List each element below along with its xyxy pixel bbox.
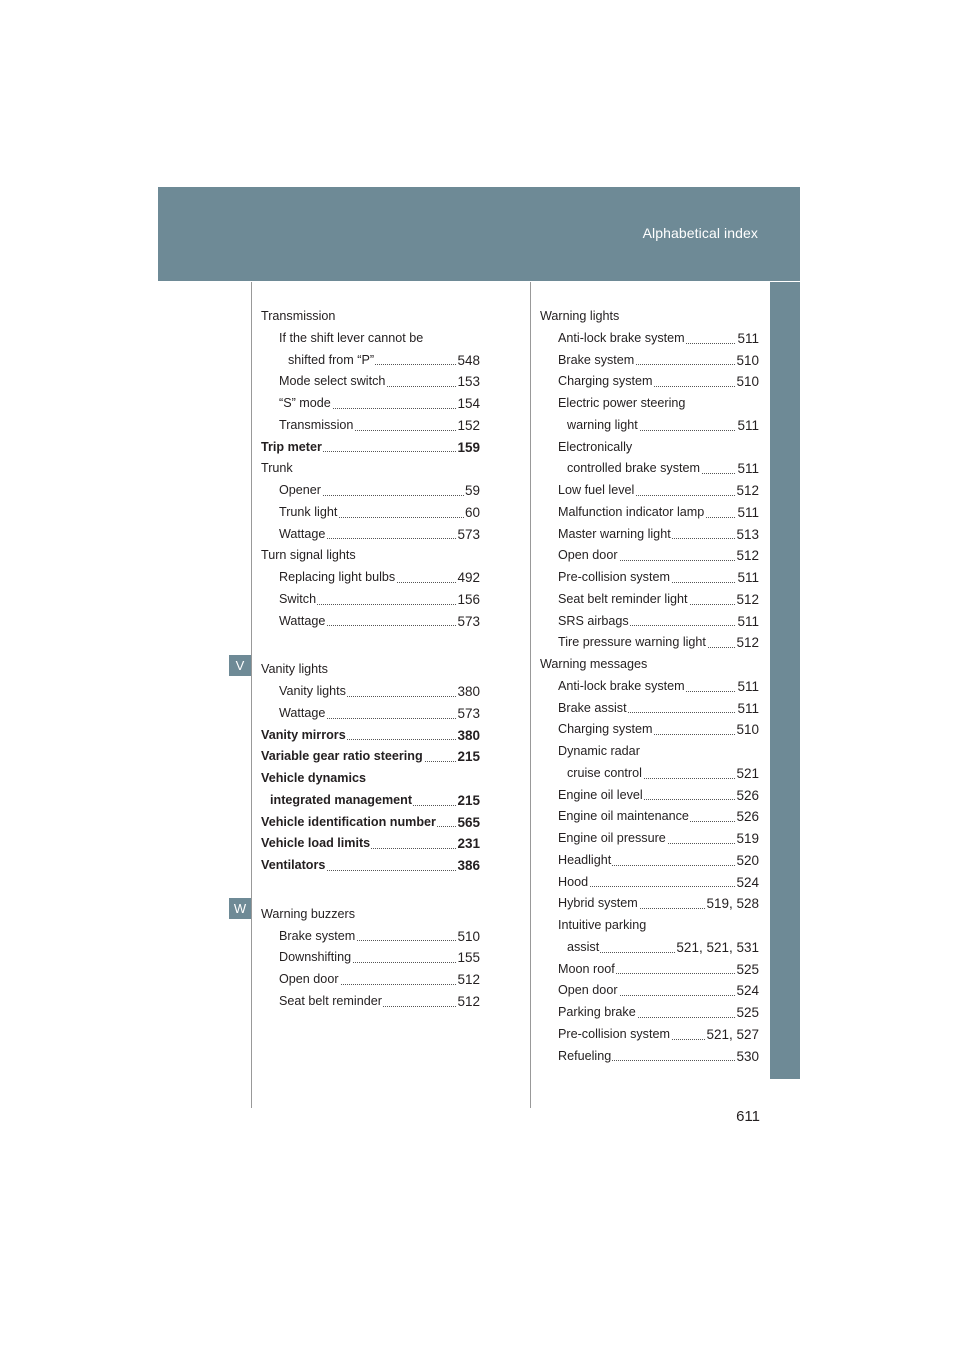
page-ref: 492 xyxy=(456,567,480,589)
page-ref: 512 xyxy=(735,545,759,567)
page-ref: 573 xyxy=(456,524,480,546)
index-entry[interactable]: Wattage 573 xyxy=(261,703,480,725)
page-ref: 156 xyxy=(456,589,480,611)
index-entry[interactable]: Brake system 510 xyxy=(261,926,480,948)
page-ref: 380 xyxy=(456,681,480,703)
index-entry[interactable]: Malfunction indicator lamp 511 xyxy=(540,502,759,524)
index-column-left xyxy=(261,306,480,1013)
page-ref: 524 xyxy=(735,980,759,1002)
page-ref: 573 xyxy=(456,703,480,725)
index-entry[interactable]: Low fuel level 512 xyxy=(540,480,759,502)
page-ref: 386 xyxy=(456,855,480,877)
page-ref: 565 xyxy=(456,812,480,834)
index-entry[interactable]: SRS airbags 511 xyxy=(540,611,759,633)
page-ref: 530 xyxy=(735,1046,759,1068)
index-entry[interactable]: assist 521, 521, 531 xyxy=(540,937,759,959)
index-entry: Electric power steering xyxy=(558,396,686,410)
index-entry[interactable]: Open door 512 xyxy=(540,545,759,567)
header-bar xyxy=(158,187,800,281)
column-divider-right xyxy=(530,282,531,1108)
page-ref: 524 xyxy=(735,872,759,894)
page-ref: 510 xyxy=(456,926,480,948)
header-title: Alphabetical index xyxy=(642,225,758,241)
index-entry: If the shift lever cannot be xyxy=(279,330,424,345)
page-ref: 512 xyxy=(456,969,480,991)
page-ref: 154 xyxy=(456,393,480,415)
index-entry[interactable]: warning light 511 xyxy=(540,415,759,437)
index-entry[interactable]: Charging system 510 xyxy=(540,371,759,393)
index-entry: Intuitive parking xyxy=(558,918,647,932)
index-entry[interactable]: Wattage 573 xyxy=(261,611,480,633)
index-entry: Dynamic radar xyxy=(558,744,640,758)
index-entry[interactable]: Opener 59 xyxy=(261,480,480,502)
page-ref: 511 xyxy=(736,502,759,524)
page-ref: 510 xyxy=(735,350,759,372)
index-entry[interactable]: Refueling 530 xyxy=(540,1046,759,1068)
index-entry[interactable]: Moon roof 525 xyxy=(540,959,759,981)
index-entry[interactable]: integrated management 215 xyxy=(261,790,480,812)
page-ref: 59 xyxy=(464,480,480,502)
page-ref: 511 xyxy=(736,698,759,720)
page-ref: 511 xyxy=(736,328,759,350)
page-ref: 521, 521, 531 xyxy=(675,937,759,959)
index-entry[interactable]: Open door 512 xyxy=(261,969,480,991)
index-entry[interactable]: Variable gear ratio steering 215 xyxy=(261,746,480,768)
index-entry[interactable]: Trunk light 60 xyxy=(261,502,480,524)
index-entry[interactable]: Pre-collision system 511 xyxy=(540,567,759,589)
index-entry[interactable]: Anti-lock brake system 511 xyxy=(540,328,759,350)
index-entry[interactable]: Tire pressure warning light 512 xyxy=(540,632,759,654)
page-ref: 155 xyxy=(456,947,480,969)
page-ref: 60 xyxy=(464,502,480,524)
index-heading: Warning lights xyxy=(540,309,620,323)
page-ref: 215 xyxy=(456,746,480,768)
page-ref: 521 xyxy=(735,763,759,785)
index-entry[interactable]: Headlight 520 xyxy=(540,850,759,872)
page-ref: 512 xyxy=(735,589,759,611)
index-entry[interactable]: Engine oil maintenance 526 xyxy=(540,806,759,828)
page-ref: 153 xyxy=(456,371,480,393)
page-ref: 512 xyxy=(735,632,759,654)
index-entry[interactable]: Master warning light 513 xyxy=(540,524,759,546)
page-ref: 380 xyxy=(456,725,480,747)
index-entry[interactable]: Wattage 573 xyxy=(261,524,480,546)
index-entry[interactable]: Transmission 152 xyxy=(261,415,480,437)
page-ref: 512 xyxy=(456,991,480,1013)
index-heading: Vanity lights xyxy=(261,662,328,677)
index-entry[interactable]: Trip meter 159 xyxy=(261,437,480,459)
index-entry[interactable]: Hood 524 xyxy=(540,872,759,894)
index-entry[interactable]: Vanity lights 380 xyxy=(261,681,480,703)
page-ref: 525 xyxy=(735,959,759,981)
index-entry[interactable]: shifted from “P” 548 xyxy=(261,350,480,372)
index-entry[interactable]: Seat belt reminder 512 xyxy=(261,991,480,1013)
index-heading: Vehicle dynamics xyxy=(261,771,367,785)
index-entry: Electronically xyxy=(558,439,633,454)
index-entry[interactable]: Anti-lock brake system 511 xyxy=(540,676,759,698)
page-ref: 526 xyxy=(735,785,759,807)
index-column-right xyxy=(540,306,759,1067)
page-ref: 511 xyxy=(736,676,759,698)
index-heading: Trunk xyxy=(261,461,293,476)
index-entry[interactable]: Brake system 510 xyxy=(540,350,759,372)
page-ref: 159 xyxy=(456,437,480,459)
index-entry[interactable]: Vehicle load limits 231 xyxy=(261,833,480,855)
index-entry[interactable]: Open door 524 xyxy=(540,980,759,1002)
index-entry[interactable]: Parking brake 525 xyxy=(540,1002,759,1024)
page-ref: 510 xyxy=(735,719,759,741)
page-ref: 526 xyxy=(735,806,759,828)
index-heading: Turn signal lights xyxy=(261,548,356,563)
index-entry[interactable]: Ventilators 386 xyxy=(261,855,480,877)
index-entry[interactable]: Pre-collision system 521, 527 xyxy=(540,1024,759,1046)
index-heading: Warning messages xyxy=(540,657,648,671)
index-entry[interactable]: Charging system 510 xyxy=(540,719,759,741)
page-ref: 511 xyxy=(736,458,759,480)
column-divider-left xyxy=(251,282,252,1108)
index-entry[interactable]: controlled brake system 511 xyxy=(540,458,759,480)
index-entry[interactable]: Seat belt reminder light 512 xyxy=(540,589,759,611)
index-entry[interactable]: Replacing light bulbs 492 xyxy=(261,567,480,589)
index-entry[interactable]: cruise control 521 xyxy=(540,763,759,785)
page-ref: 511 xyxy=(736,567,759,589)
index-entry[interactable]: Hybrid system 519, 528 xyxy=(540,893,759,915)
page-ref: 573 xyxy=(456,611,480,633)
page-ref: 512 xyxy=(735,480,759,502)
index-entry[interactable]: Downshifting 155 xyxy=(261,947,480,969)
index-heading: Transmission xyxy=(261,309,336,323)
page-ref: 513 xyxy=(735,524,759,546)
page-ref: 548 xyxy=(456,350,480,372)
page-ref: 519 xyxy=(735,828,759,850)
section-side-tab xyxy=(770,282,800,1079)
letter-tab-v[interactable]: V xyxy=(229,655,251,676)
index-entry[interactable]: Vanity mirrors 380 xyxy=(261,725,480,747)
letter-tab-w[interactable]: W xyxy=(229,898,251,919)
index-entry[interactable]: Brake assist 511 xyxy=(540,698,759,720)
index-entry[interactable]: Mode select switch 153 xyxy=(261,371,480,393)
index-entry[interactable]: Switch 156 xyxy=(261,589,480,611)
page-ref: 511 xyxy=(736,611,759,633)
index-entry[interactable]: “S” mode 154 xyxy=(261,393,480,415)
page-ref: 521, 527 xyxy=(705,1024,759,1046)
page-ref: 215 xyxy=(456,790,480,812)
page-ref: 519, 528 xyxy=(705,893,759,915)
page-ref: 511 xyxy=(736,415,759,437)
page-ref: 152 xyxy=(456,415,480,437)
page-ref: 231 xyxy=(456,833,480,855)
page-ref: 520 xyxy=(735,850,759,872)
index-entry[interactable]: Engine oil level 526 xyxy=(540,785,759,807)
index-heading: Warning buzzers xyxy=(261,906,356,921)
page-number: 611 xyxy=(736,1108,760,1125)
index-entry[interactable]: Vehicle identification number 565 xyxy=(261,812,480,834)
index-entry[interactable]: Engine oil pressure 519 xyxy=(540,828,759,850)
page-ref: 510 xyxy=(735,371,759,393)
page-ref: 525 xyxy=(735,1002,759,1024)
